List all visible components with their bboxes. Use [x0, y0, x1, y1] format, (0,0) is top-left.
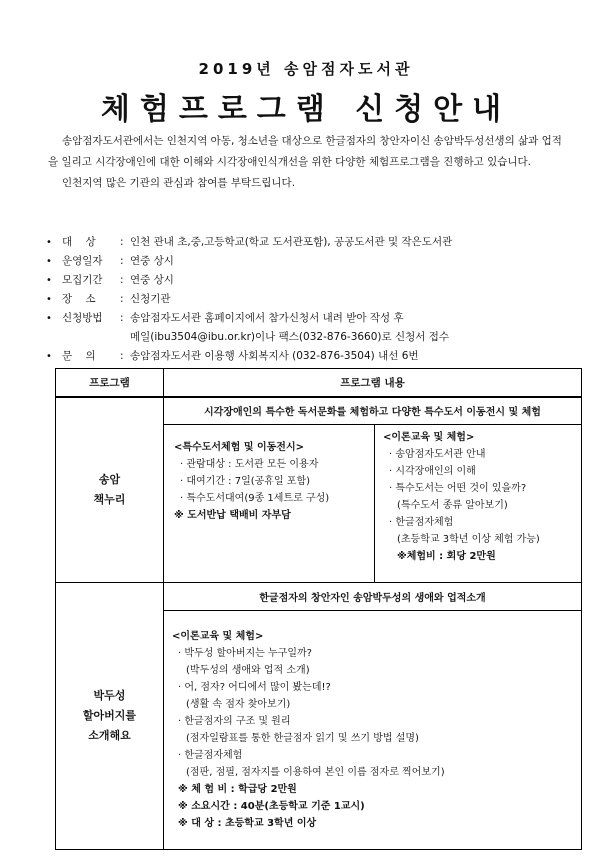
info-item-recruit: • 모집기간 : 연중 상시 — [46, 271, 576, 290]
info-value: 인천 관내 초,중,고등학교(학교 도서관포함), 공공도서관 및 작은도서관 — [130, 236, 453, 248]
program-table — [55, 368, 582, 850]
program2-summary: 한글점자의 창안자인 송암박두성의 생애와 업적소개 — [164, 583, 582, 611]
info-label: 모집기간 — [62, 274, 103, 286]
table-row — [56, 397, 582, 425]
page-title: 체험프로그램 신청안내 — [100, 92, 512, 127]
bullet-icon: • — [46, 256, 52, 267]
info-label: 문 의 — [62, 350, 96, 362]
bullet-icon: • — [46, 275, 52, 286]
info-label: 장 소 — [62, 293, 96, 305]
info-list — [46, 233, 576, 366]
header-program: 프로그램 — [56, 369, 164, 397]
program1-name: 송암 책누리 — [56, 397, 164, 583]
bullet-icon: • — [46, 294, 52, 305]
info-value: 연중 상시 — [130, 274, 174, 286]
program2-detail: <이론교육 및 체험> · 박두성 할아버지는 누구일까? (박두성의 생애와 업적 소개) · 어, 점자? 어디에서 많이 봤는데!? (생활 속 점자 찾아보기) · 한글점자의 구조 및 원리 (점자일람표를 통한 한글점자 읽기 및 쓰기 방법 설명) · 한글점자체험 (점판, 점필, 점자지를 이용하여 본인 이름 점자로 찍어보기) ※ 체 험 비 : 학급당 2만원 ※ 소요시간 : 40분(초등학교 기준 1교시) ※ 대 상 : 초등학교 3학년 이상 — [164, 611, 582, 850]
info-value: 송암점자도서관 이용행 사회복지사 (032-876-3504) 내선 6번 — [130, 350, 419, 362]
program1-left: <특수도서체험 및 이동전시> · 관람대상 : 도서관 모든 이용자 · 대여기간 : 7일(공휴일 포함) · 특수도서대여(9종 1세트로 구성) ※ 도서반납 택배비 자부담 — [164, 425, 375, 582]
info-item-period: • 운영일자 : 연중 상시 — [46, 252, 576, 271]
info-value: 연중 상시 — [130, 255, 174, 267]
info-item-apply: • 신청방법 : 송암점자도서관 홈페이지에서 참가신청서 내려 받아 작성 후 — [46, 309, 576, 328]
program2-name: 박두성 할아버지를 소개해요 — [56, 583, 164, 850]
subtitle: 2019년 송암점자도서관 — [198, 60, 414, 78]
info-label: 대 상 — [62, 236, 96, 248]
info-value: 송암점자도서관 홈페이지에서 참가신청서 내려 받아 작성 후 — [130, 312, 404, 324]
program1-right: <이론교육 및 체험> · 송암점자도서관 안내 · 시각장애인의 이해 · 특수도서는 어떤 것이 있을까? (특수도서 종류 알아보기) · 한글점자체험 (초등학교 3학년 이상 체험 가능) ※체험비 : 회당 2만원 — [383, 432, 540, 562]
intro-request: 인천지역 많은 기관의 관심과 참여를 부탁드립니다. — [62, 177, 296, 189]
info-item-contact: • 문 의 : 송암점자도서관 이용행 사회복지사 (032-876-3504) 내선 6번 — [46, 347, 576, 366]
info-label: 신청방법 — [62, 312, 103, 324]
bullet-icon: • — [46, 351, 52, 362]
bullet-icon: • — [46, 313, 52, 324]
table-header-row — [56, 369, 582, 397]
table-row — [56, 583, 582, 611]
bullet-icon: • — [46, 237, 52, 248]
info-item-place: • 장 소 : 신청기관 — [46, 290, 576, 309]
intro-paragraph: 송암점자도서관에서는 인천지역 아동, 청소년을 대상으로 한글점자의 창안자이신 송암박두성선생의 삶과 업적을 일리고 시각장애인에 대한 이해와 시각장애인식개선을 위한 다양한 체험프로그램을 진행하고 있습니다. — [48, 135, 562, 168]
intro-section — [48, 131, 568, 194]
program1-summary: 시각장애인의 특수한 독서문화를 체험하고 다양한 특수도서 이동전시 및 체험 — [164, 397, 582, 425]
program1-detail — [164, 425, 582, 583]
info-value: 신청기관 — [130, 293, 171, 305]
info-label: 운영일자 — [62, 255, 103, 267]
header-content: 프로그램 내용 — [164, 369, 582, 397]
info-apply-continuation: 메일(ibu3504@ibu.or.kr)이나 팩스(032-876-3660)로 신청서 접수 — [130, 331, 450, 343]
info-item-target: • 대 상 : 인천 관내 초,중,고등학교(학교 도서관포함), 공공도서관 및 작은도서관 — [46, 233, 576, 252]
